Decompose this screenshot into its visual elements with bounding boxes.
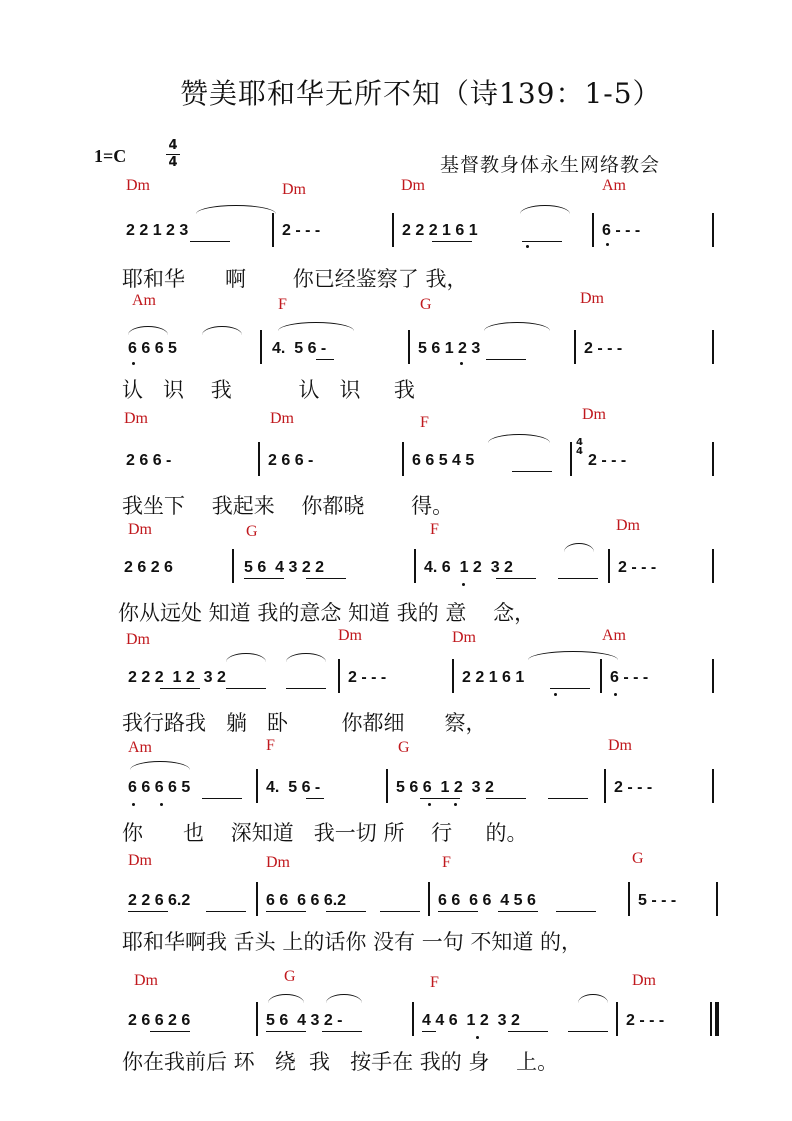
octave-dot — [526, 245, 529, 248]
measure: 2 - - - — [618, 559, 657, 576]
slur — [128, 326, 168, 335]
chord: F — [266, 737, 275, 754]
beam — [266, 1031, 306, 1032]
beam — [422, 1031, 436, 1032]
chord: Dm — [282, 181, 306, 198]
chord: F — [420, 414, 429, 431]
chord: F — [278, 296, 287, 313]
measure: 6 6 5 4 5 — [412, 452, 475, 469]
beam — [286, 688, 326, 689]
lyrics-line: 认 识 我 认 识 我 — [122, 378, 415, 402]
slur — [326, 994, 362, 1003]
measure: 2 6 2 6 — [124, 559, 173, 576]
chord: Dm — [134, 972, 158, 989]
measure: 5 6 1 2 3 — [418, 340, 481, 357]
octave-dot — [132, 362, 135, 365]
lyrics-line: 我坐下 我起来 你都晓 得。 — [122, 494, 454, 518]
beam — [508, 1031, 548, 1032]
lyrics-line: 你在我前后 环 绕 我 按手在 我的 身 上。 — [122, 1050, 559, 1074]
beam — [438, 911, 478, 912]
chord: F — [430, 521, 439, 538]
final-barline-thin — [710, 1002, 712, 1036]
slur — [226, 653, 266, 662]
barline — [414, 549, 416, 583]
measure: 4. 6 1 2 3 2 — [424, 559, 513, 576]
time-signature — [166, 139, 180, 170]
barline — [592, 213, 594, 247]
chord: Am — [132, 292, 156, 309]
measure: 6 - - - — [602, 222, 641, 239]
barline — [258, 442, 260, 476]
barline — [256, 882, 258, 916]
beam — [306, 578, 346, 579]
measure: 2 - - - — [614, 779, 653, 796]
chord: Dm — [616, 517, 640, 534]
measure: 2 6 6 2 6 — [128, 1012, 191, 1029]
measure: 6 6 6 6 5 — [128, 779, 191, 796]
barline — [570, 442, 572, 476]
measure: 2 - - - — [626, 1012, 665, 1029]
measure: 6 6 6 6 4 5 6 — [438, 892, 536, 909]
barline — [392, 213, 394, 247]
slur — [202, 326, 242, 335]
beam — [322, 1031, 362, 1032]
slur — [564, 543, 594, 552]
beam — [128, 911, 168, 912]
slur — [196, 205, 276, 214]
measure: 2 - - - — [588, 452, 627, 469]
music-system-1 — [0, 175, 792, 295]
barline — [256, 1002, 258, 1036]
beam — [226, 688, 266, 689]
slur — [286, 653, 326, 662]
beam — [550, 688, 590, 689]
beam — [512, 471, 552, 472]
slur — [268, 994, 304, 1003]
measure: 4 4 6 1 2 3 2 — [422, 1012, 520, 1029]
measure: 6 - - - — [610, 669, 649, 686]
barline — [712, 213, 714, 247]
barline — [712, 549, 714, 583]
chord: G — [632, 850, 644, 867]
octave-dot — [476, 1036, 479, 1039]
measure: 4. 5 6 - — [272, 340, 327, 357]
measure: 2 2 6 6.2 — [128, 892, 191, 909]
beam — [160, 688, 200, 689]
beam — [202, 798, 242, 799]
beam — [486, 798, 526, 799]
measure: 6 6 6 6 6.2 — [266, 892, 347, 909]
beam — [496, 578, 536, 579]
measure: 2 - - - — [348, 669, 387, 686]
slur — [578, 994, 608, 1003]
barline — [712, 442, 714, 476]
beam — [190, 241, 230, 242]
chord: Dm — [128, 521, 152, 538]
slur — [488, 434, 550, 443]
chord: Dm — [401, 177, 425, 194]
beam — [316, 359, 334, 360]
measure: 2 6 6 - — [126, 452, 172, 469]
measure: 5 6 4 3 2 - — [266, 1012, 343, 1029]
final-barline-thick — [715, 1002, 719, 1036]
beam — [556, 911, 596, 912]
barline — [712, 659, 714, 693]
lyrics-line: 我行路我 躺 卧 你都细 察， — [122, 711, 487, 735]
chord: Dm — [266, 854, 290, 871]
chord: F — [442, 854, 451, 871]
source-credit: 基督教身体永生网络教会 — [440, 154, 661, 176]
barline — [402, 442, 404, 476]
slur — [520, 205, 570, 214]
barline — [608, 549, 610, 583]
barline — [428, 882, 430, 916]
measure: 4. 5 6 - — [266, 779, 321, 796]
music-system-4 — [0, 515, 792, 635]
chord: Dm — [270, 410, 294, 427]
beam — [306, 798, 324, 799]
barline — [256, 769, 258, 803]
measure: 5 6 4 3 2 2 — [244, 559, 325, 576]
beam — [206, 911, 246, 912]
barline — [712, 769, 714, 803]
music-system-3 — [0, 404, 792, 524]
barline — [452, 659, 454, 693]
beam — [420, 798, 460, 799]
octave-dot — [460, 362, 463, 365]
barline — [412, 1002, 414, 1036]
chord: G — [284, 968, 296, 985]
music-system-7 — [0, 850, 792, 970]
beam — [558, 578, 598, 579]
octave-dot — [554, 693, 557, 696]
barline — [574, 330, 576, 364]
beam — [498, 911, 538, 912]
barline — [408, 330, 410, 364]
lyrics-line: 你从远处 知道 我的意念 知道 我的 意 念， — [118, 601, 536, 625]
chord: Am — [602, 627, 626, 644]
octave-dot — [606, 243, 609, 246]
octave-dot — [132, 803, 135, 806]
beam — [522, 241, 562, 242]
lyrics-line: 你 也 深知道 我一切 所 行 的。 — [122, 821, 528, 845]
chord: Dm — [608, 737, 632, 754]
barline — [338, 659, 340, 693]
beam — [150, 1031, 190, 1032]
time-change: 4 4 — [576, 437, 583, 457]
chord: G — [246, 523, 258, 540]
barline — [712, 330, 714, 364]
measure: 6 6 6 5 — [128, 340, 177, 357]
time-signature-bottom: 4 — [168, 155, 178, 170]
octave-dot — [428, 803, 431, 806]
chord: Dm — [632, 972, 656, 989]
chord: Dm — [580, 290, 604, 307]
chord: G — [420, 296, 432, 313]
barline — [628, 882, 630, 916]
slur — [278, 322, 354, 331]
chord: G — [398, 739, 410, 756]
music-system-6 — [0, 735, 792, 855]
measure: 2 2 2 1 6 1 — [402, 222, 478, 239]
beam — [486, 359, 526, 360]
measure: 2 - - - — [584, 340, 623, 357]
music-system-2 — [0, 290, 792, 410]
barline — [260, 330, 262, 364]
music-system-5 — [0, 625, 792, 745]
beam — [326, 911, 366, 912]
chord: Dm — [582, 406, 606, 423]
beam — [548, 798, 588, 799]
beam — [568, 1031, 608, 1032]
measure: 2 6 6 - — [268, 452, 314, 469]
barline — [232, 549, 234, 583]
time-signature-top: 4 — [168, 138, 178, 153]
beam — [380, 911, 420, 912]
beam — [432, 241, 472, 242]
beam — [244, 578, 284, 579]
chord: Dm — [338, 627, 362, 644]
measure: 2 2 2 1 2 3 2 — [128, 669, 226, 686]
song-title: 赞美耶和华无所不知（诗139：1-5） — [180, 77, 662, 110]
barline — [600, 659, 602, 693]
chord: Dm — [128, 852, 152, 869]
chord: F — [430, 974, 439, 991]
measure: 2 2 1 2 3 — [126, 222, 189, 239]
barline — [604, 769, 606, 803]
barline — [716, 882, 718, 916]
chord: Am — [128, 739, 152, 756]
slur — [130, 761, 190, 770]
barline — [386, 769, 388, 803]
chord: Dm — [124, 410, 148, 427]
slur — [528, 651, 618, 660]
chord: Am — [602, 177, 626, 194]
octave-dot — [160, 803, 163, 806]
barline — [272, 213, 274, 247]
measure: 2 - - - — [282, 222, 321, 239]
octave-dot — [462, 583, 465, 586]
barline — [616, 1002, 618, 1036]
chord: Dm — [452, 629, 476, 646]
slur — [484, 322, 550, 331]
octave-dot — [614, 693, 617, 696]
measure: 5 - - - — [638, 892, 677, 909]
measure: 2 2 1 6 1 — [462, 669, 525, 686]
measure: 5 6 6 1 2 3 2 — [396, 779, 494, 796]
lyrics-line: 耶和华 啊 你已经鉴察了 我， — [122, 267, 468, 291]
octave-dot — [454, 803, 457, 806]
beam — [266, 911, 306, 912]
chord: Dm — [126, 177, 150, 194]
music-system-8 — [0, 962, 792, 1082]
key-signature: 1=C — [94, 146, 127, 166]
chord: Dm — [126, 631, 150, 648]
lyrics-line: 耶和华啊我 舌头 上的话你 没有 一句 不知道 的， — [122, 930, 583, 954]
